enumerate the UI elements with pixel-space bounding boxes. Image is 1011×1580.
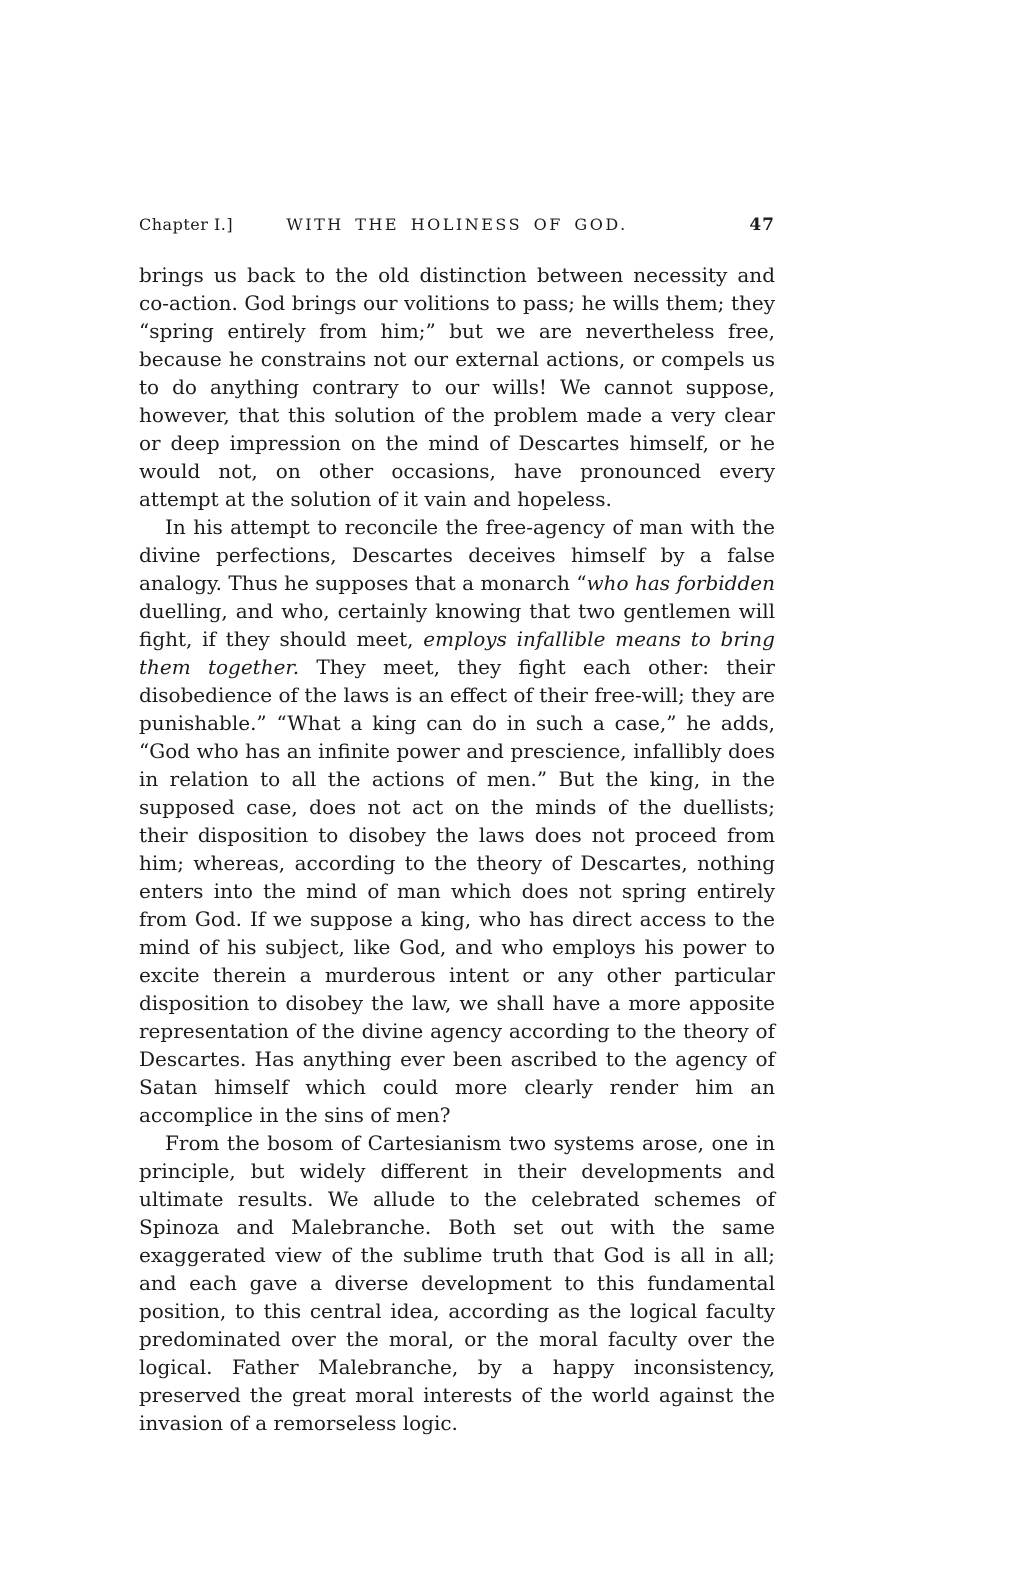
text-segment: From the bosom of Cartesianism two systems arose, one in principle, but widely different in their developments and ultimate results. We allude to the celebrated schemes of Spinoza and Malebranche. Both set out with the same exaggerated view of the sublime truth that God is all in all; and each gave a diverse development to this fundamental position, to this central idea, according as the logical faculty predominated over the moral, or the moral faculty over the logical. Father Malebranche, by a happy inconsistency, preserved the great moral interests of the world against the invasion of a remorseless logic. bbox=[139, 1131, 775, 1435]
page-body bbox=[139, 261, 775, 1437]
book-page bbox=[139, 215, 775, 1437]
chapter-label: Chapter I.] bbox=[139, 215, 234, 234]
text-segment-italic: employs infallible means to bring them together. bbox=[139, 627, 775, 679]
text-segment: brings us back to the old distinction between necessity and co-action. God brings our volitions to pass; he wills them; they “spring entirely from him;” but we are nevertheless free, because he constrains not our external actions, or compels us to do anything contrary to our wills! We cannot suppose, however, that this solution of the problem made a very clear or deep impression on the mind of Descartes himself, or he would not, on other occasions, have pronounced every attempt at the solution of it vain and hopeless. bbox=[139, 263, 775, 511]
text-segment: duelling, and who, certainly knowing that two gentlemen will fight, if they should meet, bbox=[139, 599, 775, 651]
text-segment-italic: who has forbidden bbox=[586, 571, 775, 595]
paragraph-2 bbox=[139, 513, 775, 1129]
text-segment: They meet, they fight each other: their disobedience of the laws is an effect of their free-will; they are punishable.” “What a king can do in such a case,” he adds, “God who has an infinite power and prescience, infallibly does in relation to all the actions of men.” But the king, in the supposed case, does not act on the minds of the duellists; their disposition to disobey the laws does not proceed from him; whereas, according to the theory of Descartes, nothing enters into the mind of man which does not spring entirely from God. If we suppose a king, who has direct access to the mind of his subject, like God, and who employs his power to excite therein a murderous intent or any other particular disposition to disobey the law, we shall have a more apposite representation of the divine agency according to the theory of Descartes. Has anything ever been ascribed to the agency of Satan himself which could more clearly render him an accomplice in the sins of men? bbox=[139, 655, 775, 1127]
page-number: 47 bbox=[749, 215, 775, 235]
paragraph-1 bbox=[139, 261, 775, 513]
paragraph-3 bbox=[139, 1129, 775, 1437]
text-segment: In his attempt to reconcile the free-agency of man with the divine perfections, Descartes deceives himself by a false analogy. Thus he supposes that a monarch “ bbox=[139, 515, 775, 595]
running-title: WITH THE HOLINESS OF GOD. bbox=[286, 215, 628, 234]
page-header bbox=[139, 215, 775, 241]
